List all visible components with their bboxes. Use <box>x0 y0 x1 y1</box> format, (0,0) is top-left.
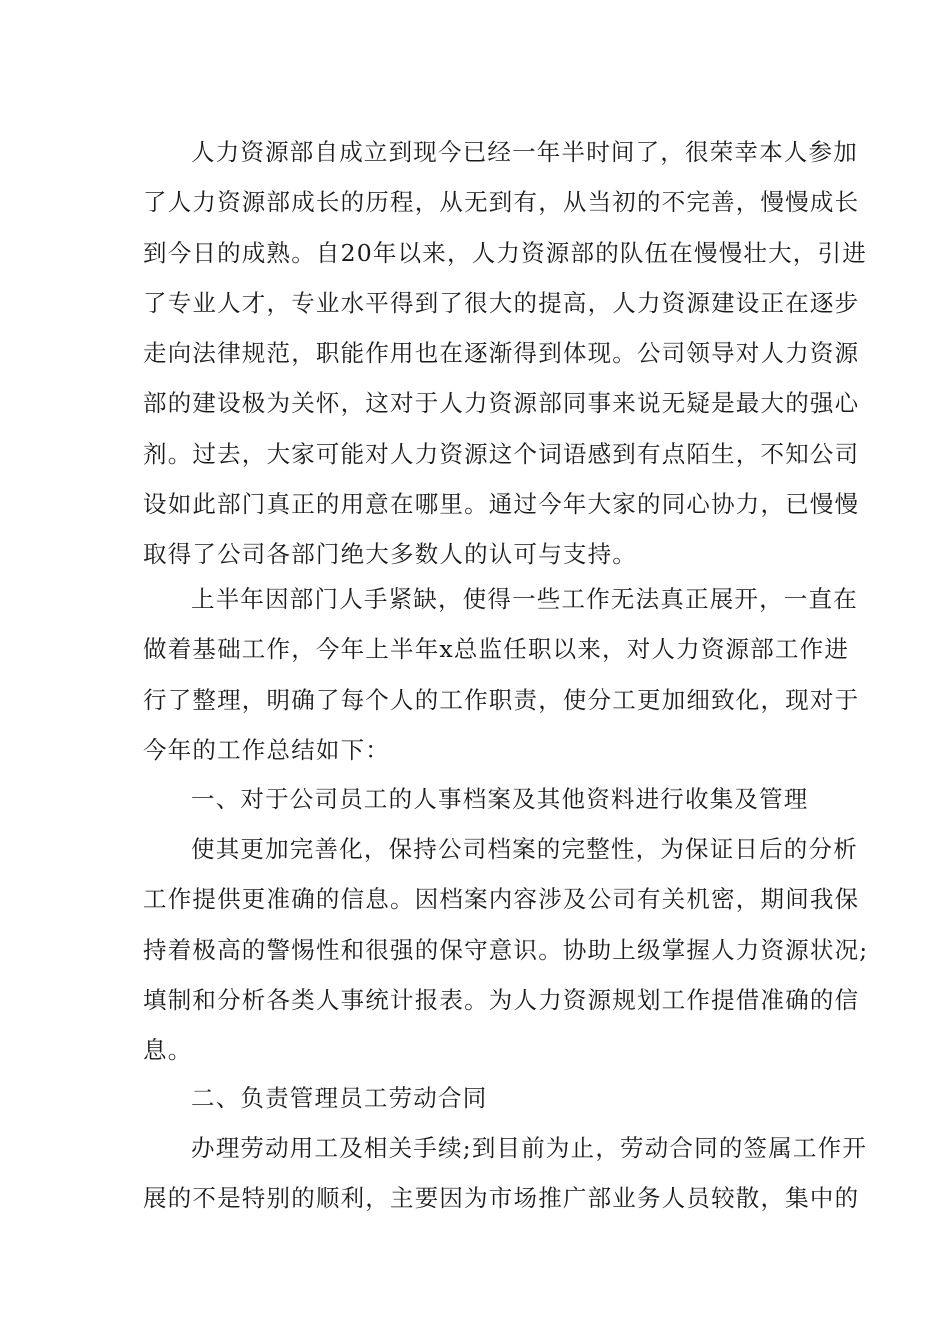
text-line: 剂。过去，大家可能对人力资源这个词语感到有点陌生，不知公司 <box>143 439 860 468</box>
heading-line: 一、对于公司员工的人事档案及其他资料进行收集及管理 <box>191 785 809 813</box>
text-line: 走向法律规范，职能作用也在逐渐得到体现。公司领导对人力资源 <box>143 339 860 368</box>
section-heading-1 <box>143 774 808 824</box>
paragraph-1 <box>143 127 867 580</box>
text-line: 设如此部门真正的用意在哪里。通过今年大家的同心协力，已慢慢 <box>143 490 860 519</box>
text-line: 展的不是特别的顺利，主要因为市场推广部业务人员较散，集中的 <box>143 1184 860 1213</box>
paragraph-4 <box>143 1123 868 1224</box>
text-line: 填制和分析各类人事统计报表。为人力资源规划工作提借准确的信 <box>143 985 860 1014</box>
text-line: 息。 <box>143 1036 193 1065</box>
text-line: 行了整理，明确了每个人的工作职责，使分工更加细致化，现对于 <box>143 685 860 714</box>
text-line: 使其更加完善化，保持公司档案的完整性，为保证日后的分析 <box>191 835 858 863</box>
text-line: 到今日的成熟。自20年以来，人力资源部的队伍在慢慢壮大，引进 <box>143 238 867 267</box>
text-line: 持着极高的警惕性和很强的保守意识。协助上级掌握人力资源状况; <box>143 935 869 964</box>
text-line: 取得了公司各部门绝大多数人的认可与支持。 <box>143 540 637 569</box>
text-line: 上半年因部门人手紧缺，使得一些工作无法真正展开，一直在 <box>191 585 858 613</box>
text-line: 办理劳动用工及相关手续;到目前为止，劳动合同的签属工作开 <box>191 1134 868 1162</box>
text-line: 工作提供更准确的信息。因档案内容涉及公司有关机密，期间我保 <box>143 885 860 914</box>
text-line: 部的建设极为关怀，这对于人力资源部同事来说无疑是最大的强心 <box>143 389 860 418</box>
section-heading-2 <box>143 1073 808 1123</box>
paragraph-3 <box>143 824 869 1075</box>
paragraph-2 <box>143 574 860 775</box>
text-line: 了人力资源部成长的历程，从无到有，从当初的不完善，慢慢成长 <box>143 188 860 217</box>
text-line: 人力资源部自成立到现今已经一年半时间了，很荣幸本人参加 <box>191 138 858 166</box>
text-line: 做着基础工作，今年上半年x总监任职以来，对人力资源部工作进 <box>143 635 850 664</box>
heading-line: 二、负责管理员工劳动合同 <box>191 1084 488 1112</box>
text-line: 了专业人才，专业水平得到了很大的提高，人力资源建设正在逐步 <box>143 288 860 317</box>
text-line: 今年的工作总结如下： <box>143 735 390 764</box>
